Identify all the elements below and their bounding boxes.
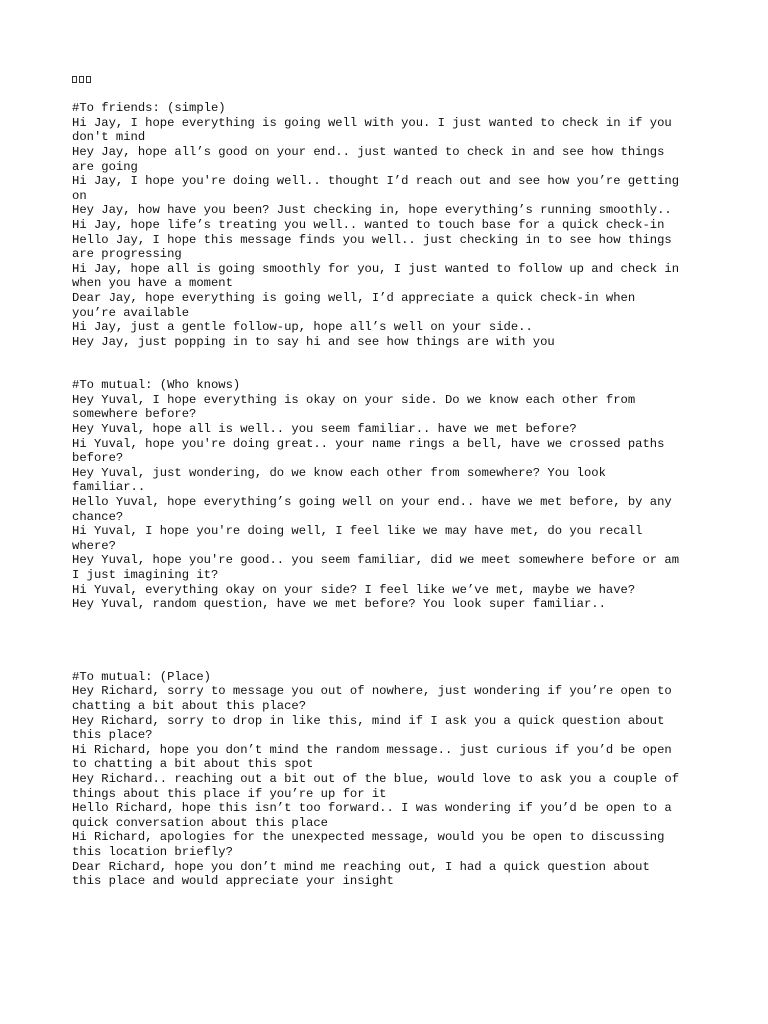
missing-glyph-icon xyxy=(72,76,77,83)
message-line: Hey Richard, sorry to message you out of nowhere, just wondering if you’re open to chatting a bit about this place? xyxy=(72,684,672,713)
message-line: Hey Yuval, random question, have we met before? You look super familiar.. xyxy=(72,597,606,612)
missing-glyph-boxes xyxy=(72,72,712,87)
message-line: Hello Richard, hope this isn’t too forward.. I was wondering if you’d be open to a quick conversation about this place xyxy=(72,801,672,830)
missing-glyph-icon xyxy=(86,76,91,83)
message-line: Hello Yuval, hope everything’s going well on your end.. have we met before, by any chance? xyxy=(72,495,672,524)
message-line: Hi Jay, just a gentle follow-up, hope all’s well on your side.. xyxy=(72,320,533,335)
message-line: Hi Richard, apologies for the unexpected message, would you be open to discussing this location briefly? xyxy=(72,830,665,859)
message-line: Hey Richard.. reaching out a bit out of the blue, would love to ask you a couple of things about this place if you’re up for it xyxy=(72,771,680,801)
message-line: Dear Richard, hope you don’t mind me reaching out, I had a quick question about this place and would appreciate your insight xyxy=(72,859,650,889)
missing-glyph-icon xyxy=(79,76,84,83)
message-line: Hey Jay, just popping in to say hi and see how things are with you xyxy=(72,334,555,349)
message-line: Hi Richard, hope you don’t mind the random message.. just curious if you’d be open to chatting a bit about this spot xyxy=(72,742,672,772)
section-heading: #To friends: (simple) xyxy=(72,101,226,116)
section-heading: #To mutual: (Who knows) xyxy=(72,378,241,393)
section-place xyxy=(72,670,712,889)
message-line: Hi Yuval, hope you're doing great.. your name rings a bell, have we crossed paths before? xyxy=(72,436,665,466)
message-line: Hi Jay, hope life’s treating you well.. wanted to touch base for a quick check-in xyxy=(72,217,665,232)
message-line: Hey Jay, how have you been? Just checking in, hope everything’s running smoothly.. xyxy=(72,203,672,218)
message-line: Hi Jay, I hope you're doing well.. thought I’d reach out and see how you’re getting on xyxy=(72,174,680,203)
message-line: Hey Richard, sorry to drop in like this, mind if I ask you a quick question about this place? xyxy=(72,713,665,743)
section-who-knows xyxy=(72,378,712,612)
message-line: Hi Jay, I hope everything is going well with you. I just wanted to check in if you don't mind xyxy=(72,115,672,145)
section-spacer xyxy=(72,612,712,670)
message-line: Hey Jay, hope all’s good on your end.. just wanted to check in and see how things are going xyxy=(72,144,665,174)
section-heading: #To mutual: (Place) xyxy=(72,669,211,684)
message-line: Hello Jay, I hope this message finds you well.. just checking in to see how things are progressing xyxy=(72,232,672,262)
message-line: Hi Yuval, everything okay on your side? I feel like we’ve met, maybe we have? xyxy=(72,582,636,597)
message-line: Dear Jay, hope everything is going well, I’d appreciate a quick check-in when you’re available xyxy=(72,290,636,320)
message-line: Hey Yuval, I hope everything is okay on your side. Do we know each other from somewhere before? xyxy=(72,392,636,422)
message-line: Hi Jay, hope all is going smoothly for you, I just wanted to follow up and check in when you have a moment xyxy=(72,261,680,291)
section-spacer xyxy=(72,349,712,378)
message-line: Hey Yuval, just wondering, do we know each other from somewhere? You look familiar.. xyxy=(72,465,606,495)
section-friends xyxy=(72,101,712,349)
message-line: Hey Yuval, hope all is well.. you seem familiar.. have we met before? xyxy=(72,422,577,437)
document-page xyxy=(72,72,712,889)
message-line: Hey Yuval, hope you're good.. you seem familiar, did we meet somewhere before or am I just imagining it? xyxy=(72,553,680,582)
message-line: Hi Yuval, I hope you're doing well, I feel like we may have met, do you recall where? xyxy=(72,524,643,553)
